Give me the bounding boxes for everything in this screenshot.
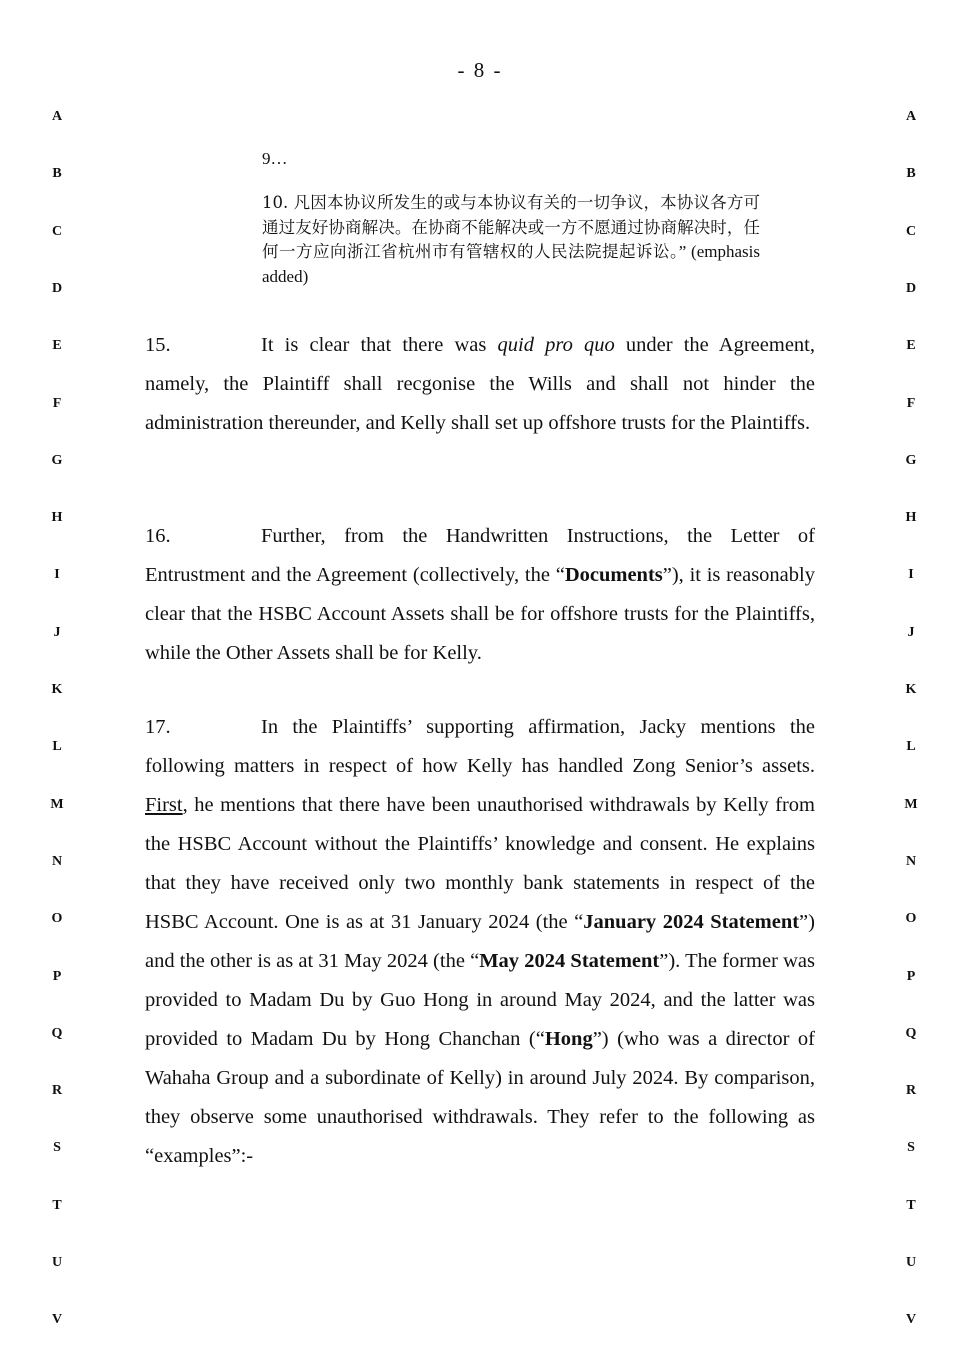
paragraph-text: ”) (who was a director of Wahaha Group and a subordinate of Kelly) in around July 2024. By comparison, they observe some unauthorised withdrawals. They refer to the following as “examples”:- <box>145 1028 815 1167</box>
margin-letter-right-d: D <box>905 280 917 296</box>
margin-letter-right-u: U <box>905 1255 917 1270</box>
paragraph-text: ”). The former was provided to Madam Du by Guo Hong in around May 2024, and the latter was provided to Madam Du by Hong Chanchan (“ <box>145 950 815 1050</box>
margin-letter-left-m: M <box>50 796 64 812</box>
margin-letter-right-e: E <box>906 338 916 354</box>
paragraph-text: ”) and the other is as at 31 May 2024 (the “ <box>145 911 815 972</box>
margin-letter-right-k: K <box>905 682 917 697</box>
underlined-text: First <box>145 794 183 816</box>
margin-letter-right-h: H <box>905 510 917 526</box>
paragraph-text: , he mentions that there have been unauthorised withdrawals by Kelly from the HSBC Account without the Plaintiffs’ knowledge and consent. He explains that they have received only two monthly bank statements in respect of the HSBC Account. One is as at 31 January 2024 (the “ <box>145 794 815 933</box>
paragraph-text: It is clear that there was <box>261 334 498 356</box>
margin-letter-left-b: B <box>52 166 62 182</box>
defined-term: Hong <box>544 1028 593 1050</box>
paragraph-text: In the Plaintiffs’ supporting affirmation, Jacky mentions the following matters in respect of how Kelly has handled Zong Senior’s assets. <box>145 716 815 777</box>
left-margin-letters <box>42 0 72 1358</box>
quote-item-10 <box>262 191 760 289</box>
quote-item-9: 9… <box>262 149 288 168</box>
margin-letter-right-p: P <box>906 968 916 984</box>
paragraph-text: Further, from the Handwritten Instructions, the Letter of Entrustment and the Agreement (collectively, the “ <box>145 525 815 586</box>
margin-letter-right-a: A <box>905 109 917 124</box>
margin-letter-right-c: C <box>905 223 917 239</box>
quote-item-10-tail: ” (emphasis added) <box>262 242 760 286</box>
margin-letter-right-v: V <box>905 1312 917 1328</box>
margin-letter-right-l: L <box>906 739 916 755</box>
margin-letter-left-g: G <box>51 452 63 468</box>
margin-letter-right-q: Q <box>905 1025 917 1041</box>
margin-letter-left-l: L <box>52 739 62 755</box>
quote-item-10-text: 10. 凡因本协议所发生的或与本协议有关的一切争议，本协议各方可通过友好协商解决。在协商不能解决或一方不愿通过协商解决时，任何一方应向浙江省杭州市有管辖权的人民法院提起诉讼。 <box>262 193 760 261</box>
defined-term: January 2024 Statement <box>583 911 800 933</box>
margin-letter-right-j: J <box>907 624 915 640</box>
margin-letter-left-v: V <box>51 1312 63 1328</box>
margin-letter-right-m: M <box>904 796 918 812</box>
paragraph-17 <box>145 708 815 1176</box>
margin-letter-left-s: S <box>53 1140 61 1156</box>
margin-letter-right-t: T <box>906 1197 916 1213</box>
margin-letter-left-d: D <box>51 280 63 296</box>
paragraph-15 <box>145 326 815 443</box>
margin-letter-left-a: A <box>51 109 63 124</box>
margin-letter-right-n: N <box>905 853 917 869</box>
margin-letter-left-e: E <box>52 338 62 354</box>
defined-term: Documents <box>564 564 663 586</box>
margin-letter-left-c: C <box>51 223 63 239</box>
margin-letter-left-i: I <box>54 567 60 583</box>
margin-letter-right-r: R <box>905 1083 917 1099</box>
margin-letter-left-o: O <box>51 911 63 927</box>
margin-letter-left-q: Q <box>51 1025 63 1041</box>
margin-letter-right-i: I <box>908 567 914 583</box>
margin-letter-left-h: H <box>51 510 63 526</box>
right-margin-letters <box>896 0 926 1358</box>
paragraph-number: 15. <box>145 334 171 356</box>
margin-letter-right-o: O <box>905 911 917 927</box>
paragraph-text: ”), it is reasonably clear that the HSBC Account Assets shall be for offshore trusts for the Plaintiffs, while the Other Assets shall be for Kelly. <box>145 564 815 664</box>
paragraph-16 <box>145 517 815 673</box>
margin-letter-left-t: T <box>52 1197 62 1213</box>
paragraph-number: 17. <box>145 716 171 738</box>
paragraph-number: 16. <box>145 525 171 547</box>
page-number: - 8 - <box>457 58 503 82</box>
margin-letter-left-n: N <box>51 853 63 869</box>
margin-letter-right-f: F <box>906 395 916 411</box>
margin-letter-left-r: R <box>51 1083 63 1099</box>
paragraph-text: under the Agreement, namely, the Plaintiff shall recgonise the Wills and shall not hinder the administration thereunder, and Kelly shall set up offshore trusts for the Plaintiffs. <box>145 334 815 434</box>
margin-letter-right-s: S <box>907 1140 915 1156</box>
margin-letter-left-u: U <box>51 1255 63 1270</box>
margin-letter-right-g: G <box>905 452 917 468</box>
margin-letter-left-p: P <box>52 968 62 984</box>
paragraph-italic-text: quid pro quo <box>497 334 615 356</box>
defined-term: May 2024 Statement <box>479 950 660 972</box>
margin-letter-left-j: J <box>53 624 61 640</box>
margin-letter-left-f: F <box>52 395 62 411</box>
margin-letter-right-b: B <box>906 166 916 182</box>
margin-letter-left-k: K <box>51 682 63 697</box>
